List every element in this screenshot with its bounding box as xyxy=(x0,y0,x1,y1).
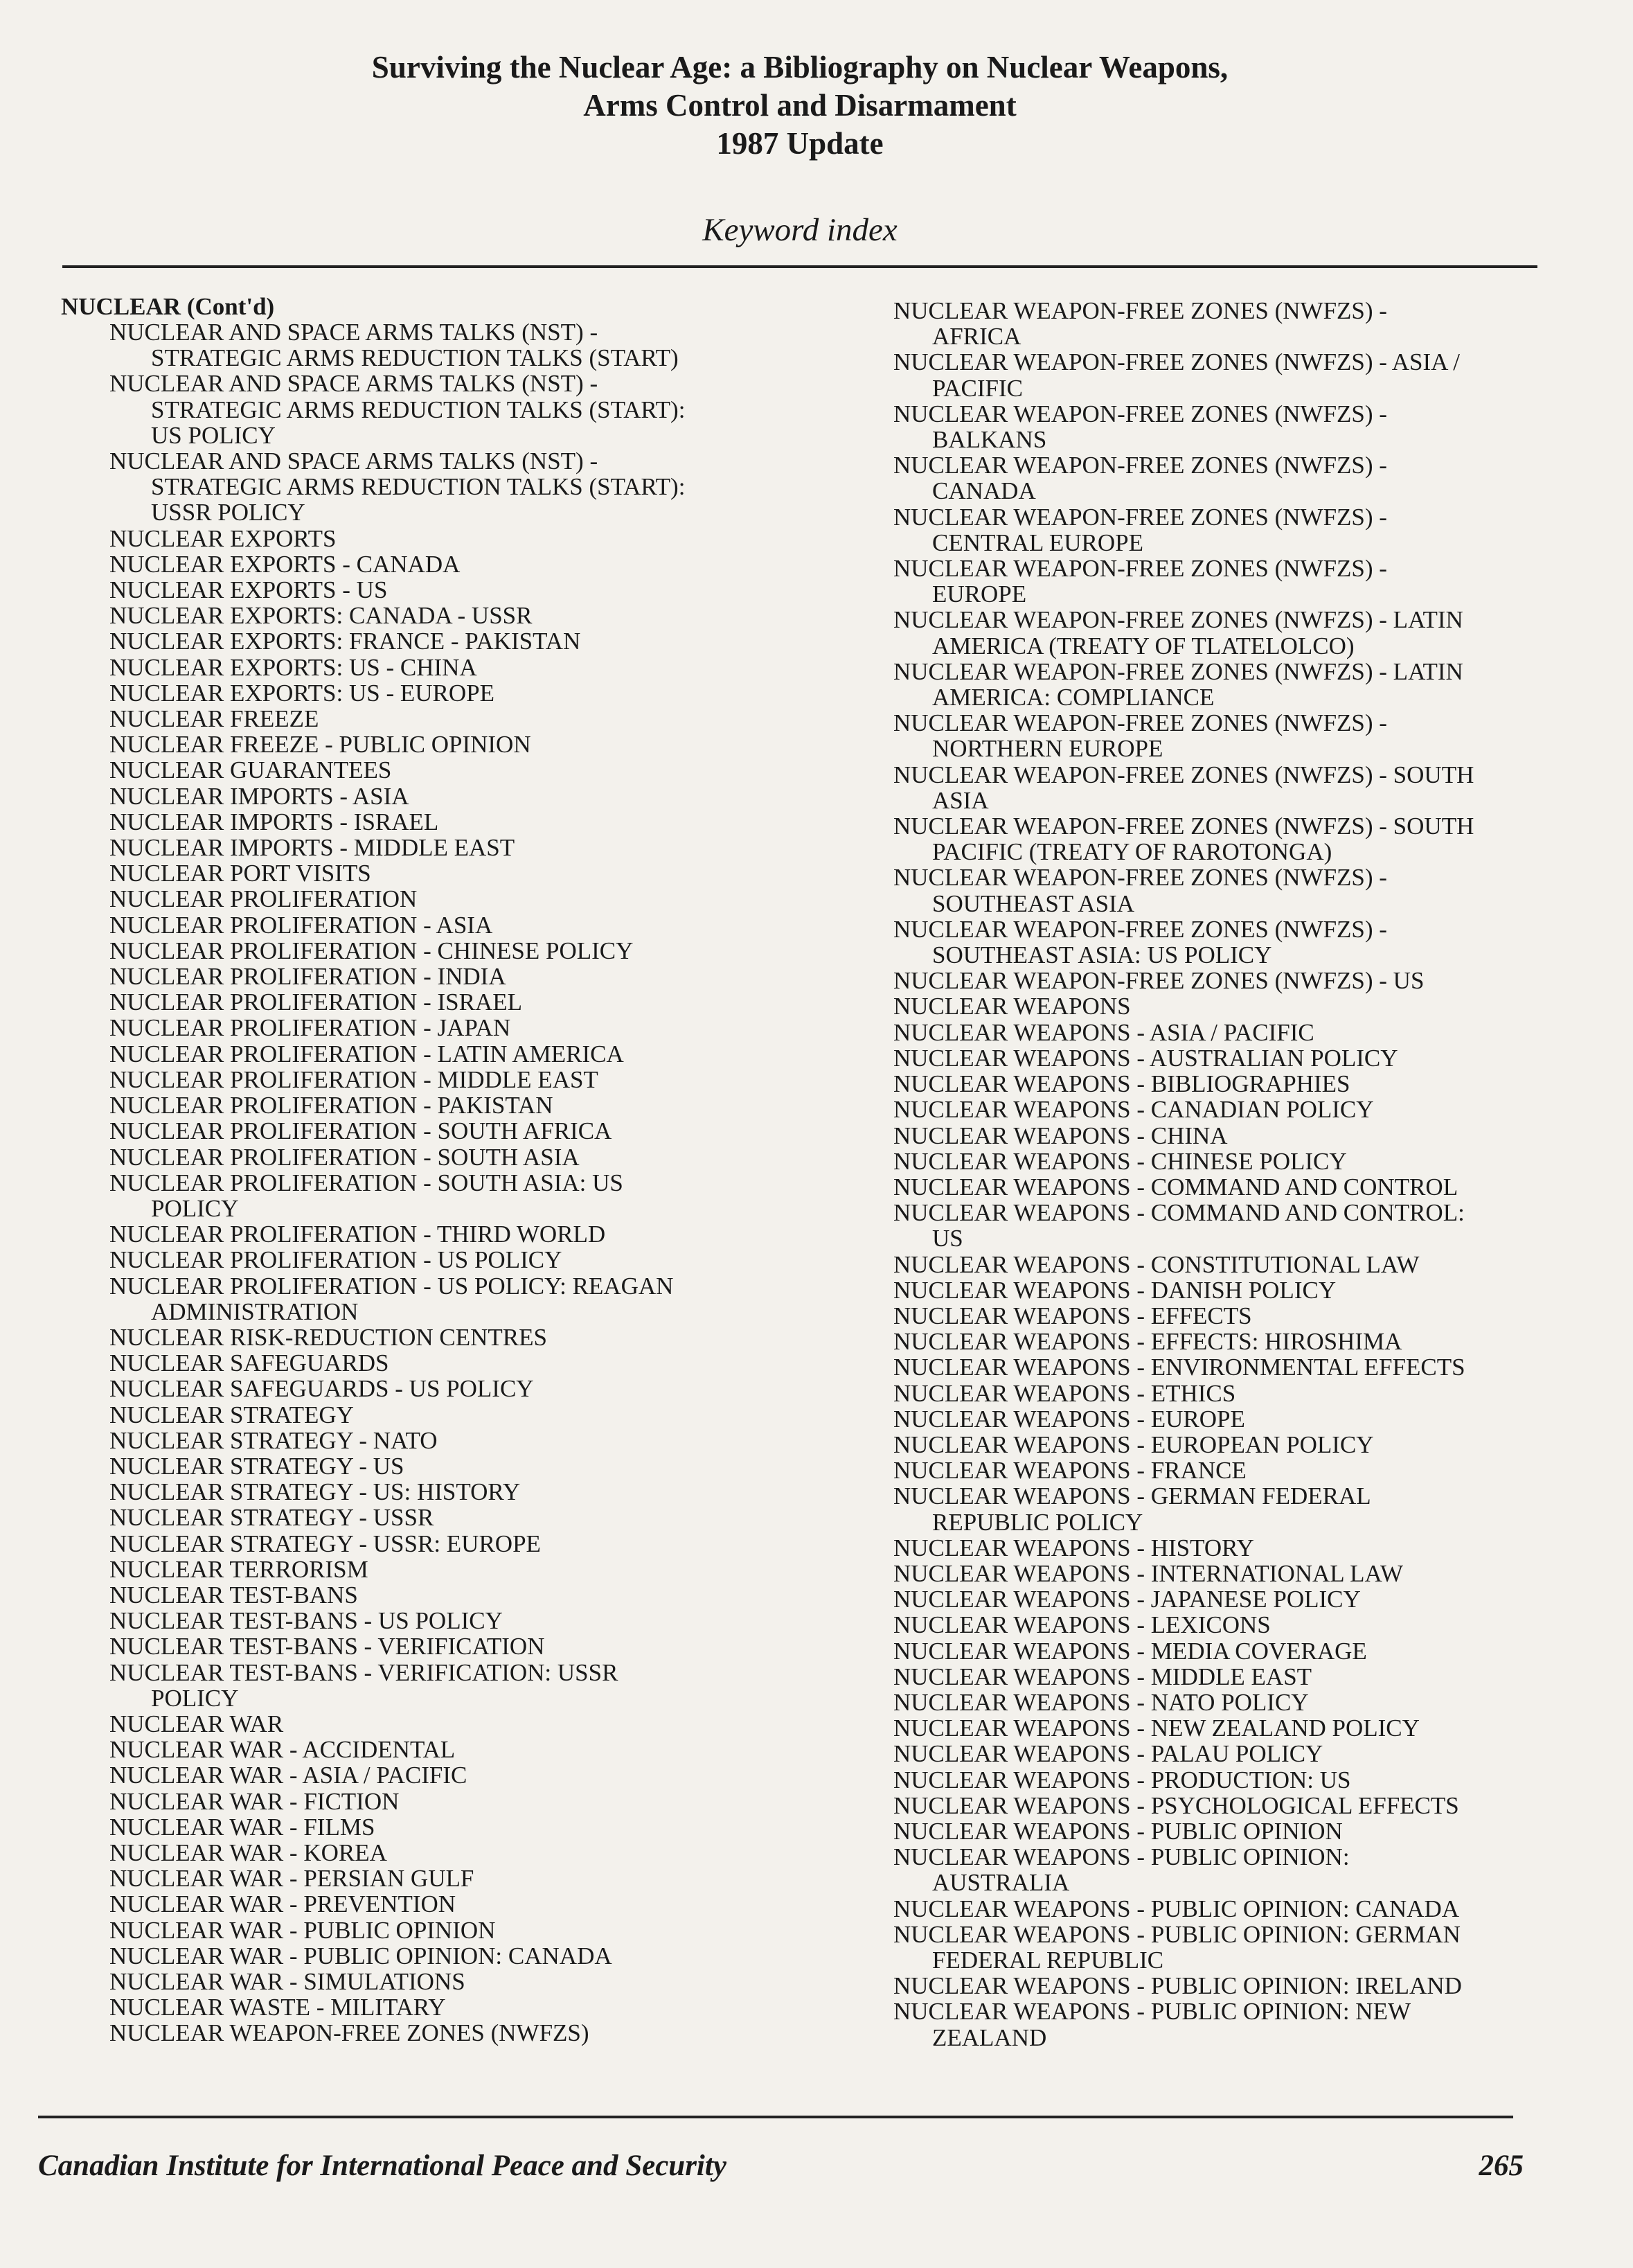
index-term: NUCLEAR WEAPON-FREE ZONES (NWFZS) - xyxy=(893,400,1387,427)
index-entry xyxy=(893,1690,1572,1715)
index-term: NUCLEAR WEAPONS - PRODUCTION: US xyxy=(893,1766,1351,1793)
index-term: NUCLEAR WEAPONS - NEW ZEALAND POLICY xyxy=(893,1715,1420,1742)
index-term-continuation: SOUTHEAST ASIA: US POLICY xyxy=(932,941,1272,969)
index-entry xyxy=(61,860,823,886)
index-term: NUCLEAR WEAPONS - PUBLIC OPINION: IRELAND xyxy=(893,1972,1462,2000)
index-entry xyxy=(893,710,1572,761)
index-term: NUCLEAR WEAPON-FREE ZONES (NWFZS) - SOUTH xyxy=(893,761,1474,788)
index-term: NUCLEAR WEAPONS - FRANCE xyxy=(893,1457,1247,1485)
top-rule xyxy=(62,265,1537,268)
index-entry xyxy=(61,1273,823,1325)
index-term: NUCLEAR EXPORTS: US - EUROPE xyxy=(109,679,495,707)
index-term: NUCLEAR SAFEGUARDS - US POLICY xyxy=(109,1375,534,1403)
index-term: NUCLEAR WAR - PREVENTION xyxy=(109,1890,456,1918)
index-entry xyxy=(61,886,823,912)
index-term: NUCLEAR PROLIFERATION - INDIA xyxy=(109,963,506,991)
index-entry xyxy=(893,1381,1572,1406)
index-entry xyxy=(893,968,1572,993)
index-term: NUCLEAR STRATEGY - NATO xyxy=(109,1426,438,1454)
index-term-continuation: AMERICA (TREATY OF TLATELOLCO) xyxy=(932,632,1355,659)
left-index-column xyxy=(61,294,823,2046)
index-term: NUCLEAR EXPORTS: CANADA - USSR xyxy=(109,602,533,630)
index-entry xyxy=(61,1092,823,1118)
index-term-continuation: POLICY xyxy=(151,1684,239,1712)
index-entry xyxy=(893,1664,1572,1690)
index-term-continuation: ASIA xyxy=(932,786,989,814)
index-entry xyxy=(61,732,823,757)
index-term: NUCLEAR WAR - SIMULATIONS xyxy=(109,1968,465,1995)
index-entry xyxy=(61,706,823,732)
index-term: NUCLEAR WEAPONS - COMMAND AND CONTROL: xyxy=(893,1199,1465,1227)
right-index-column xyxy=(893,298,1572,2050)
column-heading: NUCLEAR (Cont'd) xyxy=(61,293,275,320)
index-term: NUCLEAR STRATEGY xyxy=(109,1401,354,1428)
index-entry xyxy=(61,551,823,577)
index-term: NUCLEAR WEAPONS - EFFECTS: HIROSHIMA xyxy=(893,1328,1402,1356)
index-term-continuation: US xyxy=(932,1225,963,1252)
index-term: NUCLEAR WEAPON-FREE ZONES (NWFZS) - xyxy=(893,709,1387,737)
index-term-continuation: STRATEGIC ARMS REDUCTION TALKS (START): xyxy=(151,473,686,501)
index-term: NUCLEAR WEAPON-FREE ZONES (NWFZS) - xyxy=(893,297,1387,324)
index-term: NUCLEAR WAR - PUBLIC OPINION xyxy=(109,1916,496,1944)
index-term: NUCLEAR STRATEGY - USSR: EUROPE xyxy=(109,1530,541,1557)
index-term: NUCLEAR GUARANTEES xyxy=(109,756,392,784)
index-entry xyxy=(893,1252,1572,1277)
index-term-continuation: USSR POLICY xyxy=(151,499,305,526)
index-term: NUCLEAR PROLIFERATION - JAPAN xyxy=(109,1014,511,1042)
index-term: NUCLEAR WEAPONS - PSYCHOLOGICAL EFFECTS xyxy=(893,1791,1459,1819)
index-term: NUCLEAR WEAPON-FREE ZONES (NWFZS) - xyxy=(893,915,1387,943)
index-entry xyxy=(893,1329,1572,1354)
index-term: NUCLEAR WEAPONS - CHINESE POLICY xyxy=(893,1147,1347,1175)
index-term: NUCLEAR TEST-BANS - US POLICY xyxy=(109,1607,503,1635)
index-term: NUCLEAR WEAPONS - CHINA xyxy=(893,1122,1228,1149)
index-entry xyxy=(893,659,1572,710)
index-term-continuation: EUROPE xyxy=(932,581,1027,608)
index-entry xyxy=(893,1999,1572,2050)
index-entry xyxy=(893,1561,1572,1586)
index-term: NUCLEAR WAR xyxy=(109,1710,284,1737)
index-term: NUCLEAR PROLIFERATION - THIRD WORLD xyxy=(109,1221,606,1248)
index-entry xyxy=(61,1608,823,1633)
index-term: NUCLEAR PROLIFERATION - SOUTH ASIA: US xyxy=(109,1169,623,1196)
index-term: NUCLEAR WEAPONS - JAPANESE POLICY xyxy=(893,1586,1361,1613)
index-term: NUCLEAR WEAPONS - PUBLIC OPINION: CANADA xyxy=(893,1895,1460,1922)
index-term-continuation: FEDERAL REPUBLIC xyxy=(932,1947,1164,1974)
index-entry xyxy=(61,371,823,448)
index-term: NUCLEAR WEAPONS - MIDDLE EAST xyxy=(893,1663,1312,1690)
index-term: NUCLEAR WEAPONS - HISTORY xyxy=(893,1534,1254,1561)
index-entry xyxy=(893,993,1572,1019)
index-term: NUCLEAR TEST-BANS - VERIFICATION: USSR xyxy=(109,1658,618,1686)
index-term: NUCLEAR WAR - KOREA xyxy=(109,1839,387,1866)
index-term: NUCLEAR AND SPACE ARMS TALKS (NST) - xyxy=(109,448,598,475)
index-term: NUCLEAR PROLIFERATION - US POLICY xyxy=(109,1246,562,1274)
index-term-continuation: ZEALAND xyxy=(932,2023,1047,2051)
index-term: NUCLEAR PORT VISITS xyxy=(109,860,371,887)
index-entry xyxy=(61,1041,823,1067)
index-entry xyxy=(61,1350,823,1376)
index-term: NUCLEAR STRATEGY - USSR xyxy=(109,1504,434,1532)
index-term: NUCLEAR SAFEGUARDS xyxy=(109,1349,389,1377)
index-term: NUCLEAR WEAPON-FREE ZONES (NWFZS) - ASIA / xyxy=(893,348,1460,376)
index-term: NUCLEAR PROLIFERATION - MIDDLE EAST xyxy=(109,1065,598,1093)
index-term: NUCLEAR WEAPON-FREE ZONES (NWFZS) - xyxy=(893,864,1387,892)
index-term: NUCLEAR STRATEGY - US xyxy=(109,1452,404,1480)
index-term: NUCLEAR WEAPONS - PALAU POLICY xyxy=(893,1740,1323,1768)
index-entry xyxy=(61,1118,823,1144)
index-entry xyxy=(893,452,1572,504)
index-term: NUCLEAR WEAPONS - DANISH POLICY xyxy=(893,1276,1337,1304)
index-entry xyxy=(61,1376,823,1401)
index-entry xyxy=(893,1612,1572,1638)
index-term-continuation: PACIFIC (TREATY OF RAROTONGA) xyxy=(932,838,1332,866)
index-term: NUCLEAR IMPORTS - ISRAEL xyxy=(109,808,439,835)
index-entry xyxy=(893,865,1572,916)
index-entry xyxy=(893,1715,1572,1741)
index-term: NUCLEAR WEAPONS - BIBLIOGRAPHIES xyxy=(893,1070,1350,1098)
index-term: NUCLEAR WAR - PUBLIC OPINION: CANADA xyxy=(109,1942,612,1969)
index-term-continuation: NORTHERN EUROPE xyxy=(932,735,1163,763)
index-entry xyxy=(61,1428,823,1453)
index-entry xyxy=(61,783,823,809)
document-header xyxy=(0,48,1600,163)
index-term-continuation: STRATEGIC ARMS REDUCTION TALKS (START): xyxy=(151,396,686,423)
index-term: NUCLEAR RISK-REDUCTION CENTRES xyxy=(109,1323,547,1351)
index-entry xyxy=(893,1354,1572,1380)
index-term: NUCLEAR WEAPONS - PUBLIC OPINION xyxy=(893,1817,1343,1845)
index-entry xyxy=(61,835,823,860)
index-entry xyxy=(893,1200,1572,1251)
index-term: NUCLEAR WEAPONS - AUSTRALIAN POLICY xyxy=(893,1044,1398,1072)
index-entry xyxy=(61,1866,823,1891)
index-entry xyxy=(893,504,1572,556)
index-entry xyxy=(61,964,823,989)
index-term: NUCLEAR WEAPONS - INTERNATIONAL LAW xyxy=(893,1559,1404,1587)
index-entry xyxy=(61,1633,823,1659)
page-footer xyxy=(38,2149,1524,2183)
bottom-rule xyxy=(38,2116,1513,2118)
index-entry xyxy=(61,1247,823,1273)
index-entry xyxy=(61,1737,823,1762)
index-term: NUCLEAR PROLIFERATION - LATIN AMERICA xyxy=(109,1040,624,1067)
index-entry xyxy=(893,349,1572,400)
index-term: NUCLEAR TEST-BANS xyxy=(109,1581,358,1609)
index-entry xyxy=(61,1479,823,1505)
index-entry xyxy=(61,1453,823,1479)
index-term: NUCLEAR WAR - ACCIDENTAL xyxy=(109,1736,456,1764)
index-entry xyxy=(61,680,823,706)
index-entry xyxy=(61,448,823,526)
index-term-continuation: REPUBLIC POLICY xyxy=(932,1508,1143,1536)
index-entry xyxy=(61,912,823,938)
index-entry xyxy=(61,1557,823,1582)
index-entry xyxy=(893,401,1572,452)
index-entry xyxy=(893,916,1572,968)
index-entry xyxy=(893,1844,1572,1895)
index-term: NUCLEAR IMPORTS - ASIA xyxy=(109,782,409,810)
title-line-1: Surviving the Nuclear Age: a Bibliography on Nuclear Weapons, xyxy=(371,50,1229,85)
index-term-continuation: ADMINISTRATION xyxy=(151,1297,359,1325)
index-term: NUCLEAR WEAPONS xyxy=(893,993,1131,1020)
index-entry xyxy=(893,1123,1572,1149)
index-term: NUCLEAR FREEZE xyxy=(109,705,319,733)
index-entry xyxy=(61,938,823,964)
index-entry xyxy=(61,1789,823,1814)
index-term: NUCLEAR WEAPONS - CANADIAN POLICY xyxy=(893,1096,1374,1124)
index-entry xyxy=(893,1458,1572,1483)
index-entry xyxy=(61,319,823,371)
index-entry xyxy=(61,1170,823,1221)
index-entry xyxy=(61,655,823,680)
index-term: NUCLEAR WEAPONS - GERMAN FEDERAL xyxy=(893,1482,1371,1510)
index-entry xyxy=(61,1325,823,1350)
index-term: NUCLEAR WASTE - MILITARY xyxy=(109,1994,446,2021)
index-term: NUCLEAR EXPORTS - US xyxy=(109,576,388,604)
index-term: NUCLEAR EXPORTS: FRANCE - PAKISTAN xyxy=(109,628,581,655)
index-entry xyxy=(893,298,1572,349)
index-entry xyxy=(61,603,823,628)
index-term: NUCLEAR TEST-BANS - VERIFICATION xyxy=(109,1633,545,1660)
index-term: NUCLEAR STRATEGY - US: HISTORY xyxy=(109,1478,521,1506)
title-line-3: 1987 Update xyxy=(716,126,884,161)
index-entry xyxy=(893,1045,1572,1071)
index-term: NUCLEAR WEAPONS - MEDIA COVERAGE xyxy=(893,1637,1367,1665)
index-term-continuation: AMERICA: COMPLIANCE xyxy=(932,684,1215,711)
index-term: NUCLEAR WAR - FILMS xyxy=(109,1813,375,1841)
index-entry xyxy=(893,607,1572,658)
index-entry xyxy=(893,813,1572,865)
index-entry xyxy=(61,577,823,603)
index-entry xyxy=(61,1067,823,1092)
index-term: NUCLEAR PROLIFERATION xyxy=(109,885,418,913)
index-entry xyxy=(893,1071,1572,1097)
index-entry xyxy=(61,628,823,654)
index-entry xyxy=(893,1638,1572,1664)
index-entry xyxy=(61,1711,823,1737)
index-term: NUCLEAR PROLIFERATION - ISRAEL xyxy=(109,989,522,1016)
index-entry xyxy=(61,1660,823,1711)
index-entry xyxy=(893,1432,1572,1458)
index-term: NUCLEAR WEAPONS - ENVIRONMENTAL EFFECTS xyxy=(893,1354,1465,1381)
index-term: NUCLEAR PROLIFERATION - CHINESE POLICY xyxy=(109,937,634,964)
index-term: NUCLEAR WEAPONS - NATO POLICY xyxy=(893,1688,1309,1716)
index-entry xyxy=(61,1582,823,1608)
index-term: NUCLEAR WEAPONS - EUROPE xyxy=(893,1405,1245,1433)
index-entry xyxy=(61,1144,823,1170)
index-term: NUCLEAR AND SPACE ARMS TALKS (NST) - xyxy=(109,319,598,346)
index-entry xyxy=(893,1535,1572,1561)
index-term: NUCLEAR WEAPON-FREE ZONES (NWFZS) xyxy=(109,2019,589,2047)
index-term: NUCLEAR PROLIFERATION - US POLICY: REAGAN xyxy=(109,1272,674,1300)
index-term-continuation: AUSTRALIA xyxy=(932,1869,1070,1897)
index-term: NUCLEAR EXPORTS - CANADA xyxy=(109,550,461,578)
index-entry xyxy=(893,1818,1572,1844)
index-entry xyxy=(893,556,1572,607)
index-term: NUCLEAR WEAPON-FREE ZONES (NWFZS) - LATIN xyxy=(893,606,1463,634)
index-term: NUCLEAR WEAPONS - PUBLIC OPINION: NEW xyxy=(893,1998,1411,2026)
index-entry xyxy=(61,1943,823,1969)
index-entry xyxy=(61,1505,823,1530)
index-entry xyxy=(893,1303,1572,1329)
index-term: NUCLEAR WEAPONS - COMMAND AND CONTROL xyxy=(893,1173,1458,1201)
index-term-continuation: CANADA xyxy=(932,477,1036,505)
publisher-name: Canadian Institute for International Peace and Security xyxy=(38,2150,726,2182)
index-entry xyxy=(893,1896,1572,1922)
index-term: NUCLEAR IMPORTS - MIDDLE EAST xyxy=(109,834,515,862)
index-term: NUCLEAR WEAPON-FREE ZONES (NWFZS) - xyxy=(893,555,1387,583)
index-entry xyxy=(893,1793,1572,1818)
index-term: NUCLEAR WEAPONS - ETHICS xyxy=(893,1379,1236,1407)
index-entry xyxy=(893,1741,1572,1766)
index-term-continuation: CENTRAL EUROPE xyxy=(932,529,1143,556)
index-term: NUCLEAR TERRORISM xyxy=(109,1555,368,1583)
index-entry xyxy=(61,1891,823,1917)
index-term: NUCLEAR WEAPON-FREE ZONES (NWFZS) - LATIN xyxy=(893,657,1463,685)
index-term: NUCLEAR PROLIFERATION - PAKISTAN xyxy=(109,1092,553,1119)
index-entry xyxy=(893,1922,1572,1973)
index-term-continuation: SOUTHEAST ASIA xyxy=(932,889,1135,917)
index-entry xyxy=(61,809,823,835)
index-entry xyxy=(893,1020,1572,1045)
index-term: NUCLEAR PROLIFERATION - ASIA xyxy=(109,911,493,939)
index-entry xyxy=(893,1277,1572,1303)
index-term: NUCLEAR WEAPONS - EUROPEAN POLICY xyxy=(893,1430,1374,1458)
index-term: NUCLEAR WEAPON-FREE ZONES (NWFZS) - SOUTH xyxy=(893,813,1474,840)
index-term: NUCLEAR PROLIFERATION - SOUTH AFRICA xyxy=(109,1117,612,1145)
index-entry xyxy=(61,989,823,1015)
index-term-continuation: US POLICY xyxy=(151,421,276,449)
index-term: NUCLEAR FREEZE - PUBLIC OPINION xyxy=(109,731,531,759)
index-entry xyxy=(893,762,1572,813)
index-entry xyxy=(61,1531,823,1557)
index-entry xyxy=(61,1969,823,1994)
index-term-continuation: POLICY xyxy=(151,1194,239,1222)
index-entry xyxy=(61,1994,823,2020)
index-entry xyxy=(893,1149,1572,1174)
index-term: NUCLEAR WEAPONS - LEXICONS xyxy=(893,1611,1271,1639)
index-entry xyxy=(61,1015,823,1040)
index-term: NUCLEAR EXPORTS: US - CHINA xyxy=(109,653,477,681)
index-term: NUCLEAR EXPORTS xyxy=(109,524,337,552)
index-entry xyxy=(893,1406,1572,1432)
index-entry xyxy=(61,526,823,551)
index-term: NUCLEAR WAR - PERSIAN GULF xyxy=(109,1865,474,1893)
section-subheading: Keyword index xyxy=(702,212,898,248)
index-term: NUCLEAR WEAPONS - EFFECTS xyxy=(893,1302,1252,1329)
index-term: NUCLEAR WAR - FICTION xyxy=(109,1787,400,1815)
index-entry xyxy=(61,1762,823,1788)
index-term-continuation: BALKANS xyxy=(932,426,1047,454)
index-term-continuation: STRATEGIC ARMS REDUCTION TALKS (START) xyxy=(151,344,679,372)
index-term: NUCLEAR WAR - ASIA / PACIFIC xyxy=(109,1762,467,1789)
index-entry xyxy=(61,757,823,783)
index-entry xyxy=(893,1586,1572,1612)
index-entry xyxy=(893,1973,1572,1999)
index-term: NUCLEAR WEAPON-FREE ZONES (NWFZS) - US xyxy=(893,967,1425,995)
index-term: NUCLEAR WEAPONS - ASIA / PACIFIC xyxy=(893,1018,1314,1046)
index-entry xyxy=(893,1483,1572,1534)
index-term: NUCLEAR WEAPONS - PUBLIC OPINION: xyxy=(893,1843,1350,1871)
index-term: NUCLEAR WEAPON-FREE ZONES (NWFZS) - xyxy=(893,503,1387,531)
index-entry xyxy=(61,2020,823,2046)
index-entry xyxy=(893,1174,1572,1200)
index-term: NUCLEAR AND SPACE ARMS TALKS (NST) - xyxy=(109,370,598,398)
index-entry xyxy=(61,1814,823,1840)
index-entry xyxy=(893,1097,1572,1122)
index-entry xyxy=(61,1917,823,1943)
index-term: NUCLEAR WEAPON-FREE ZONES (NWFZS) - xyxy=(893,452,1387,479)
index-entry xyxy=(61,1402,823,1428)
index-entry xyxy=(893,1767,1572,1793)
title-line-2: Arms Control and Disarmament xyxy=(583,88,1017,123)
index-term: NUCLEAR WEAPONS - PUBLIC OPINION: GERMAN xyxy=(893,1920,1461,1948)
index-term-continuation: PACIFIC xyxy=(932,374,1023,402)
index-entry xyxy=(61,1221,823,1247)
index-term: NUCLEAR WEAPONS - CONSTITUTIONAL LAW xyxy=(893,1250,1420,1278)
index-entry xyxy=(61,1840,823,1866)
page-number: 265 xyxy=(1479,2150,1524,2182)
index-term: NUCLEAR PROLIFERATION - SOUTH ASIA xyxy=(109,1143,580,1171)
index-term-continuation: AFRICA xyxy=(932,323,1021,351)
